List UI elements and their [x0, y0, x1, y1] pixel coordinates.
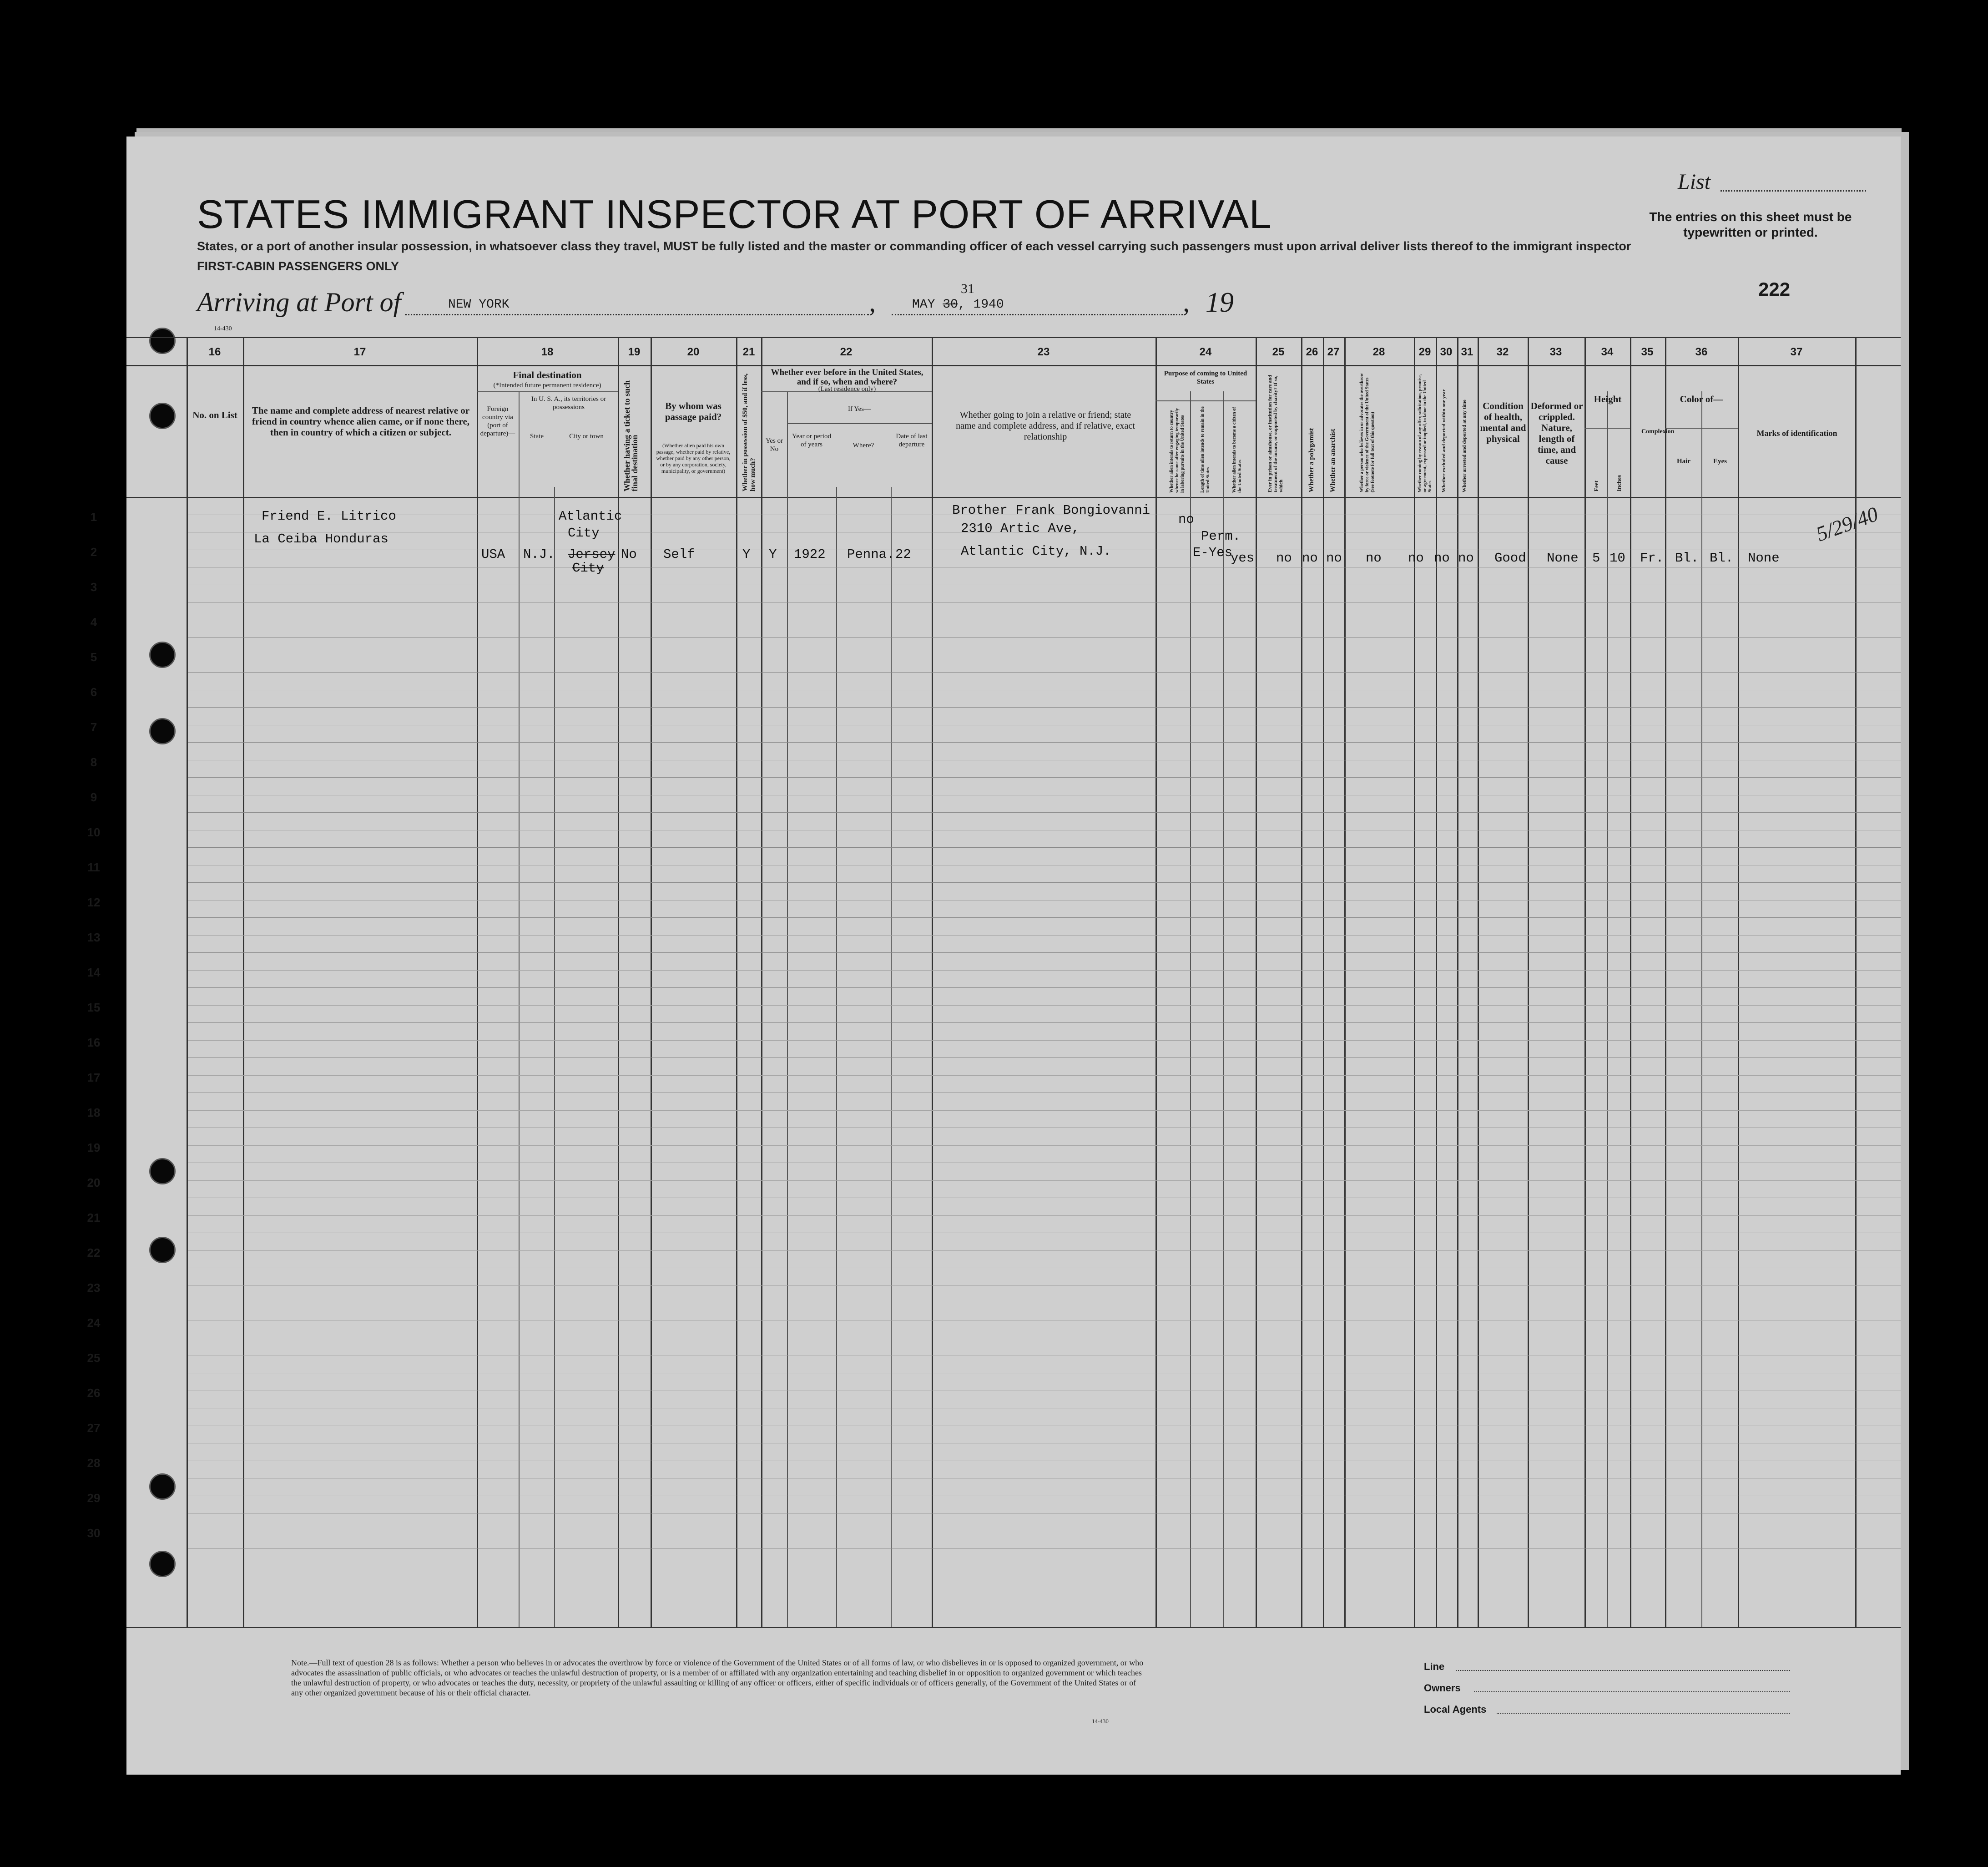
form-code: 14-430 — [214, 325, 232, 332]
row-number: 13 — [87, 931, 101, 944]
anarchist-value: no — [1326, 551, 1342, 566]
row-rule — [188, 952, 1901, 953]
col-25-number: 25 — [1272, 346, 1285, 358]
col-28-number: 28 — [1372, 346, 1385, 358]
column-divider — [651, 337, 652, 1627]
row-number: 30 — [87, 1526, 101, 1540]
row-half-rule — [188, 1285, 1901, 1286]
row-number: 18 — [87, 1106, 101, 1119]
header-in-usa: In U. S. A., its territories or possessions — [531, 395, 606, 411]
comma: , — [1183, 287, 1190, 317]
row-number: 2 — [90, 545, 97, 559]
table-border — [126, 337, 1901, 338]
purpose-length-value: Perm. — [1201, 529, 1241, 544]
header-final-destination-note: (*Intended future permanent residence) — [493, 382, 601, 389]
row-number: 23 — [87, 1281, 101, 1295]
column-divider — [1528, 337, 1529, 1627]
date-day-written: 31 — [961, 281, 974, 296]
header-date-departure: Date of last departure — [896, 433, 928, 448]
column-divider — [618, 337, 619, 1627]
header-height: Height — [1594, 394, 1622, 405]
row-rule — [188, 672, 1901, 673]
header-feet: Feet — [1593, 481, 1599, 491]
header-color: Color of— — [1680, 394, 1723, 405]
column-divider — [891, 487, 892, 1627]
passenger-class-line: FIRST-CABIN PASSENGERS ONLY — [197, 259, 399, 273]
ever-before-value: Y — [769, 547, 777, 562]
row-number: 10 — [87, 825, 101, 839]
header-no-on-list: No. on List — [192, 410, 237, 420]
row-number: 28 — [87, 1456, 101, 1470]
column-divider — [519, 391, 520, 1627]
port-value: NEW YORK — [448, 298, 510, 312]
row-number: 16 — [87, 1036, 101, 1049]
row-rule — [188, 987, 1901, 988]
header-hair: Hair — [1677, 458, 1690, 465]
header-final-destination: Final destination — [513, 369, 582, 380]
health-value: Good — [1494, 551, 1526, 566]
city-struck: Jersey — [568, 547, 616, 562]
header-ticket: Whether having a ticket to such final destination — [622, 380, 639, 491]
row-rule — [188, 742, 1901, 743]
date-month: MAY — [912, 298, 935, 312]
col-33-number: 33 — [1549, 346, 1562, 358]
purpose-return-value: no — [1178, 512, 1194, 527]
row-number: 20 — [87, 1176, 101, 1189]
column-divider — [477, 337, 478, 1627]
foreign-country-value: USA — [481, 547, 505, 562]
header-foreign-country: Foreign country via (port of departure)— — [480, 405, 515, 437]
relative-name: Friend E. Litrico — [262, 509, 396, 524]
row-number: 11 — [87, 860, 100, 874]
header-purpose-return: Whether alien intends to return to country whence he came after engaging temporarily in laboring pursuits in the United States — [1169, 408, 1185, 493]
col-37-number: 37 — [1790, 346, 1803, 358]
column-divider — [1665, 337, 1666, 1627]
prison-value: no — [1276, 551, 1292, 566]
column-divider — [243, 337, 244, 1627]
arrested-value: no — [1458, 551, 1474, 566]
column-divider — [1155, 337, 1157, 1627]
typewritten-note: The entries on this sheet must be typewritten or printed. — [1649, 210, 1852, 239]
row-number: 21 — [87, 1211, 101, 1224]
date-day-struck: 30 — [943, 298, 958, 312]
column-divider — [1344, 337, 1346, 1627]
row-half-rule — [188, 900, 1901, 901]
subheader-line — [1155, 400, 1256, 401]
col-34-number: 34 — [1601, 346, 1614, 358]
header-last-residence: (Last residence only) — [818, 385, 876, 393]
header-purpose-citizen: Whether alien intends to become a citizen of the United States — [1232, 407, 1242, 493]
overthrow-value: no — [1366, 551, 1382, 566]
column-divider — [836, 487, 837, 1627]
column-divider — [1457, 337, 1458, 1627]
header-prison: Ever in prison or almshouse, or institution for care and treatment of the insane, or supported by charity? If so, which — [1267, 374, 1284, 492]
col-30-number: 30 — [1440, 346, 1453, 358]
sheet-number: 222 — [1758, 278, 1791, 300]
where-value: Penna. — [847, 547, 895, 562]
page-title: STATES IMMIGRANT INSPECTOR AT PORT OF ARRIVAL — [197, 192, 1272, 237]
row-number: 9 — [90, 790, 97, 804]
col-20-number: 20 — [687, 346, 700, 358]
polygamist-value: no — [1302, 551, 1318, 566]
header-bottom — [126, 497, 1901, 498]
header-eyes: Eyes — [1713, 458, 1727, 465]
column-divider — [1584, 337, 1586, 1627]
header-health: Condition of health, mental and physical — [1480, 400, 1526, 444]
col-24-number: 24 — [1199, 346, 1212, 358]
date-value: MAY 30, 1940 — [912, 298, 1004, 312]
row-half-rule — [188, 970, 1901, 971]
row-number: 15 — [87, 1001, 101, 1014]
col-18-number: 18 — [541, 346, 554, 358]
joining-line1: Brother Frank Bongiovanni — [952, 503, 1150, 518]
subheader-line — [787, 423, 932, 424]
purpose-citizen-value: yes — [1231, 551, 1255, 566]
port-blank — [405, 314, 869, 315]
column-divider — [187, 337, 188, 1627]
row-number: 12 — [87, 896, 101, 909]
column-divider — [1630, 337, 1631, 1627]
row-number: 4 — [90, 615, 97, 629]
comma: , — [869, 287, 876, 317]
row-number: 1 — [90, 510, 97, 524]
column-divider — [1256, 337, 1257, 1627]
col-29-number: 29 — [1418, 346, 1431, 358]
col-19-number: 19 — [628, 346, 641, 358]
agents-blank — [1497, 1713, 1790, 1714]
arriving-label: Arriving at Port of — [197, 287, 401, 317]
instruction-line: States, or a port of another insular possession, in whatsoever class they travel, MUST be fully listed and the master or commanding officer of each vessel carrying such passengers must upon arrival deliver lists thereof to the immigrant inspector — [197, 239, 1631, 253]
relative-location: La Ceiba Honduras — [254, 531, 389, 546]
deformed-value: None — [1547, 551, 1579, 566]
row-rule — [188, 707, 1901, 708]
row-rule — [188, 637, 1901, 638]
line-label: Line — [1424, 1661, 1445, 1672]
header-labor-offer: Whether coming by reason of any offer, solicitation, promise, or agreement, expressed or implied, to labor in the United States — [1418, 374, 1433, 492]
row-number: 24 — [87, 1316, 101, 1330]
header-marks: Marks of identification — [1756, 429, 1837, 438]
header-anarchist: Whether an anarchist — [1329, 429, 1337, 492]
row-half-rule — [188, 1180, 1901, 1181]
joining-line2: 2310 Artic Ave, — [961, 521, 1080, 536]
header-year: Year or period of years — [792, 433, 831, 448]
column-divider — [1607, 391, 1608, 1627]
footnote: Note.—Full text of question 28 is as follows: Whether a person who believes in or advocates the overthrow by force or violence of the Government of the United States or of all forms of law, or who disbelieves in or is opposed to organized government, or who advocates the assassination of public officials, or who advocates or teaches the unlawful destruction of property, or is a member of or affiliated with any organization entertaining and teaching disbelief in or opposition to organized government or which teaches the unlawful destruction of property, or who advocates or teaches the duty, necessity, or propriety of the unlawful assaulting or killing of any officer or officers, either of specific individuals or of officers generally, of the Government of the United States or of any other organized government because of his or their official character. — [291, 1658, 1144, 1697]
header-fifty-dollars: Whether in possession of $50, and if less, how much? — [742, 373, 757, 491]
joining-line3: Atlantic City, N.J. — [961, 544, 1111, 559]
row-half-rule — [188, 1145, 1901, 1146]
row-half-rule — [188, 1075, 1901, 1076]
header-yes-no: Yes or No — [765, 437, 783, 453]
owners-blank — [1474, 1691, 1790, 1692]
inches-value: 10 — [1610, 551, 1625, 566]
header-purpose-length: Length of time alien intends to remain in the United States — [1200, 406, 1211, 493]
subheader-line — [477, 391, 618, 392]
column-divider — [1223, 391, 1224, 1627]
column-divider — [1414, 337, 1415, 1627]
header-inches: Inches — [1615, 475, 1622, 491]
col-16-number: 16 — [208, 346, 221, 358]
col-27-number: 27 — [1327, 346, 1340, 358]
row-half-rule — [188, 1040, 1901, 1041]
column-divider — [736, 337, 737, 1627]
year-value: 1922 — [794, 547, 826, 562]
row-number: 14 — [87, 966, 101, 979]
row-number: 8 — [90, 755, 97, 769]
agents-label: Local Agents — [1424, 1704, 1487, 1715]
subheader-line — [1665, 428, 1738, 429]
date-year: 1940 — [973, 298, 1004, 312]
header-deformed: Deformed or crippled. Nature, length of time, and cause — [1530, 400, 1583, 466]
row-number: 7 — [90, 720, 97, 734]
list-blank — [1721, 190, 1866, 192]
col-31-number: 31 — [1461, 346, 1473, 358]
row-number: 27 — [87, 1421, 101, 1435]
row-number: 6 — [90, 685, 97, 699]
column-divider — [932, 337, 933, 1627]
row-number: 29 — [87, 1491, 101, 1505]
date-blank — [892, 314, 1183, 315]
row-rule — [188, 1057, 1901, 1058]
col-26-number: 26 — [1306, 346, 1318, 358]
col-22-number: 22 — [840, 346, 853, 358]
header-relative-address: The name and complete address of nearest relative or friend in country whence alien came, or if none there, then in country of which a citizen or subject. — [252, 405, 470, 438]
column-divider — [1323, 337, 1324, 1627]
list-label: List — [1678, 170, 1711, 194]
table-bottom — [126, 1627, 1901, 1628]
row-rule — [188, 917, 1901, 918]
header-passage-paid: By whom was passage paid? — [665, 400, 722, 422]
row-rule — [188, 847, 1901, 848]
line-blank — [1456, 1670, 1790, 1671]
row-number: 5 — [90, 650, 97, 664]
header-divider — [126, 365, 1901, 366]
header-overthrow: Whether a person who believes in or advocates the overthrow by force or violence of the Government of the United States (See footnote for full text of this question) — [1359, 373, 1375, 492]
subheader-line — [1584, 428, 1630, 429]
column-divider — [554, 487, 555, 1627]
footer-form-code: 14-430 — [1092, 1718, 1109, 1725]
row-half-rule — [188, 1250, 1901, 1251]
labor-offer-value: no — [1408, 551, 1424, 566]
column-divider — [1301, 337, 1302, 1627]
header-state: State — [530, 433, 544, 440]
row-rule — [188, 882, 1901, 883]
header-excluded: Whether excluded and deported within one year — [1441, 389, 1447, 492]
hair-value: Bl. — [1675, 551, 1699, 566]
header-passage-note: (Whether alien paid his own passage, whether paid by relative, whether paid by any other person, or by any corporation, society, municipality, or government) — [656, 442, 731, 474]
eyes-value: Bl. — [1710, 551, 1734, 566]
column-divider — [1701, 391, 1702, 1627]
row-half-rule — [188, 1110, 1901, 1111]
header-ever-before: Whether ever before in the United States, and if so, when and where? — [771, 368, 923, 387]
col-32-number: 32 — [1496, 346, 1509, 358]
purpose-length-value-2: E-Yes — [1193, 545, 1233, 560]
row-number: 22 — [87, 1246, 101, 1260]
row-half-rule — [188, 1215, 1901, 1216]
column-divider — [1738, 337, 1739, 1627]
column-divider — [1190, 391, 1191, 1627]
ticket-value: No — [621, 547, 637, 562]
date-departure-value: 22 — [895, 547, 911, 562]
header-where: Where? — [853, 442, 874, 449]
owners-label: Owners — [1424, 1682, 1461, 1694]
header-complexion: Complexion — [1641, 428, 1675, 435]
col-35-number: 35 — [1641, 346, 1654, 358]
col-21-number: 21 — [742, 346, 755, 358]
excluded-value: no — [1434, 551, 1450, 566]
row-number: 3 — [90, 580, 97, 594]
city-line1: Atlantic — [559, 509, 622, 524]
row-number: 25 — [87, 1351, 101, 1365]
col-17-number: 17 — [353, 346, 366, 358]
handwritten-annotation: 5/29/40 — [1813, 502, 1882, 546]
row-half-rule — [188, 935, 1901, 936]
passage-paid-value: Self — [663, 547, 695, 562]
row-number: 19 — [87, 1141, 101, 1154]
header-if-yes: If Yes— — [848, 405, 871, 413]
feet-value: 5 — [1592, 551, 1600, 566]
row-half-rule — [188, 1005, 1901, 1006]
fifty-dollars-value: Y — [742, 547, 751, 562]
row-rule — [188, 1022, 1901, 1023]
row-number: 26 — [87, 1386, 101, 1400]
marks-value: None — [1748, 551, 1780, 566]
header-joining: Whether going to join a relative or friend; state name and complete address, and if relative, exact relationship — [956, 410, 1135, 442]
column-divider — [761, 337, 762, 1627]
year-prefix: 19 — [1206, 287, 1234, 318]
row-rule — [188, 812, 1901, 813]
city-line2: City — [568, 526, 600, 541]
col-23-number: 23 — [1037, 346, 1050, 358]
column-divider — [787, 391, 788, 1627]
row-rule — [188, 777, 1901, 778]
column-divider — [1436, 337, 1437, 1627]
complexion-value: Fr. — [1640, 551, 1664, 566]
header-city: City or town — [569, 433, 604, 440]
header-polygamist: Whether a polygamist — [1308, 428, 1315, 492]
header-purpose: Purpose of coming to United States — [1164, 370, 1247, 385]
col-36-number: 36 — [1695, 346, 1708, 358]
header-arrested: Whether arrested and deported at any time — [1462, 400, 1467, 492]
row-number: 17 — [87, 1071, 101, 1084]
city-struck-2: City — [572, 561, 604, 576]
state-value: N.J. — [523, 547, 555, 562]
column-divider — [1478, 337, 1479, 1627]
